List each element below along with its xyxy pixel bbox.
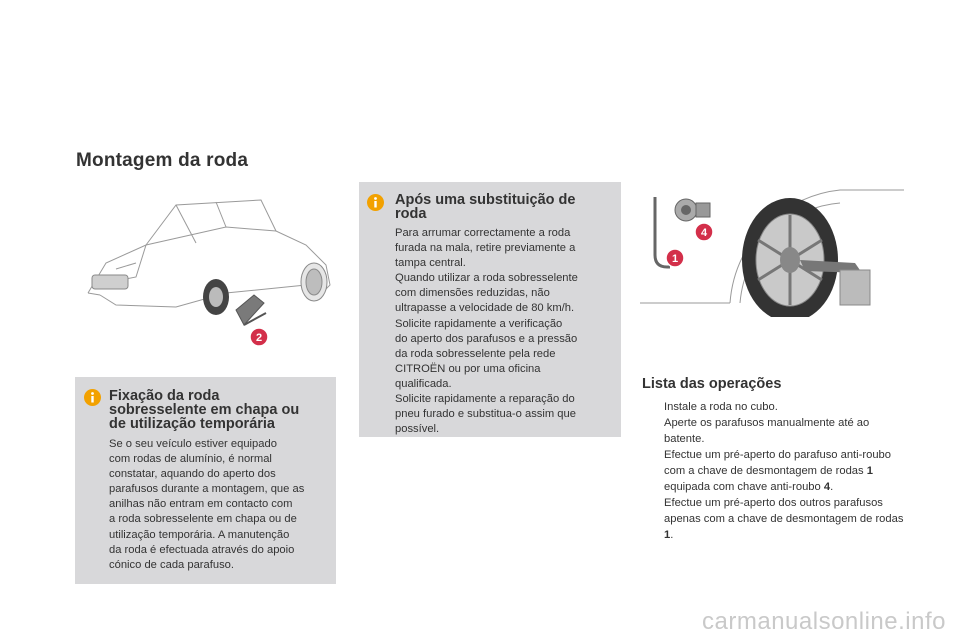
info-icon: [84, 389, 101, 406]
spare-wheel-fixing-box: [75, 377, 336, 584]
list-item: Efectue um pré-aperto do parafuso anti-roubo com a chave de desmontagem de rodas 1 equipada com chave anti-roubo 4.: [664, 449, 891, 493]
after-wheel-change-text: Para arrumar correctamente a roda furada na mala, retire previamente a tampa central. Quando utilizar a roda sobresselente com dimensões reduzidas, não ultrapasse a velocidade de 80 km/h. Solicite rapidamente a verificação do aperto dos parafusos e a pressão da roda sobresselente pela rede CITROËN ou por uma oficina qualificada. Solicite rapidamente a reparação do pneu furado e substitua-o assim que possível.: [395, 227, 578, 436]
callout-2-label: 2: [255, 332, 263, 344]
page-title: Montagem da roda: [76, 150, 249, 171]
list-item: Efectue um pré-aperto dos outros parafusos apenas com a chave de desmontagem de rodas 1.: [664, 497, 904, 541]
operations-title: Lista das operações: [642, 376, 782, 392]
spare-wheel-fixing-text: Se o seu veículo estiver equipado com rodas de alumínio, é normal constatar, aquando do aperto dos parafusos durante a montagem, que as anilhas não entram em contacto com a roda sobresselente em chapa ou de utilização temporária. A manutenção da roda é efectuada através do apoio cónico de cada parafuso.: [109, 438, 305, 571]
callout-1-label: 1: [671, 253, 679, 265]
wheel-bolts-illustration: [640, 185, 904, 317]
list-item: Instale a roda no cubo.: [664, 401, 778, 413]
list-item: Aperte os parafusos manualmente até ao batente.: [664, 417, 870, 445]
operations-list: [644, 399, 904, 543]
after-wheel-change-title: Após uma substituição de roda: [395, 192, 576, 222]
car-jack-illustration: [76, 185, 338, 365]
after-wheel-change-box: [359, 182, 621, 437]
watermark: carmanualsonline.info: [702, 608, 946, 635]
callout-4-label: 4: [700, 227, 708, 239]
info-icon: [367, 194, 384, 211]
spare-wheel-fixing-title: Fixação da roda sobresselente em chapa ou de utilização temporária: [109, 388, 300, 432]
